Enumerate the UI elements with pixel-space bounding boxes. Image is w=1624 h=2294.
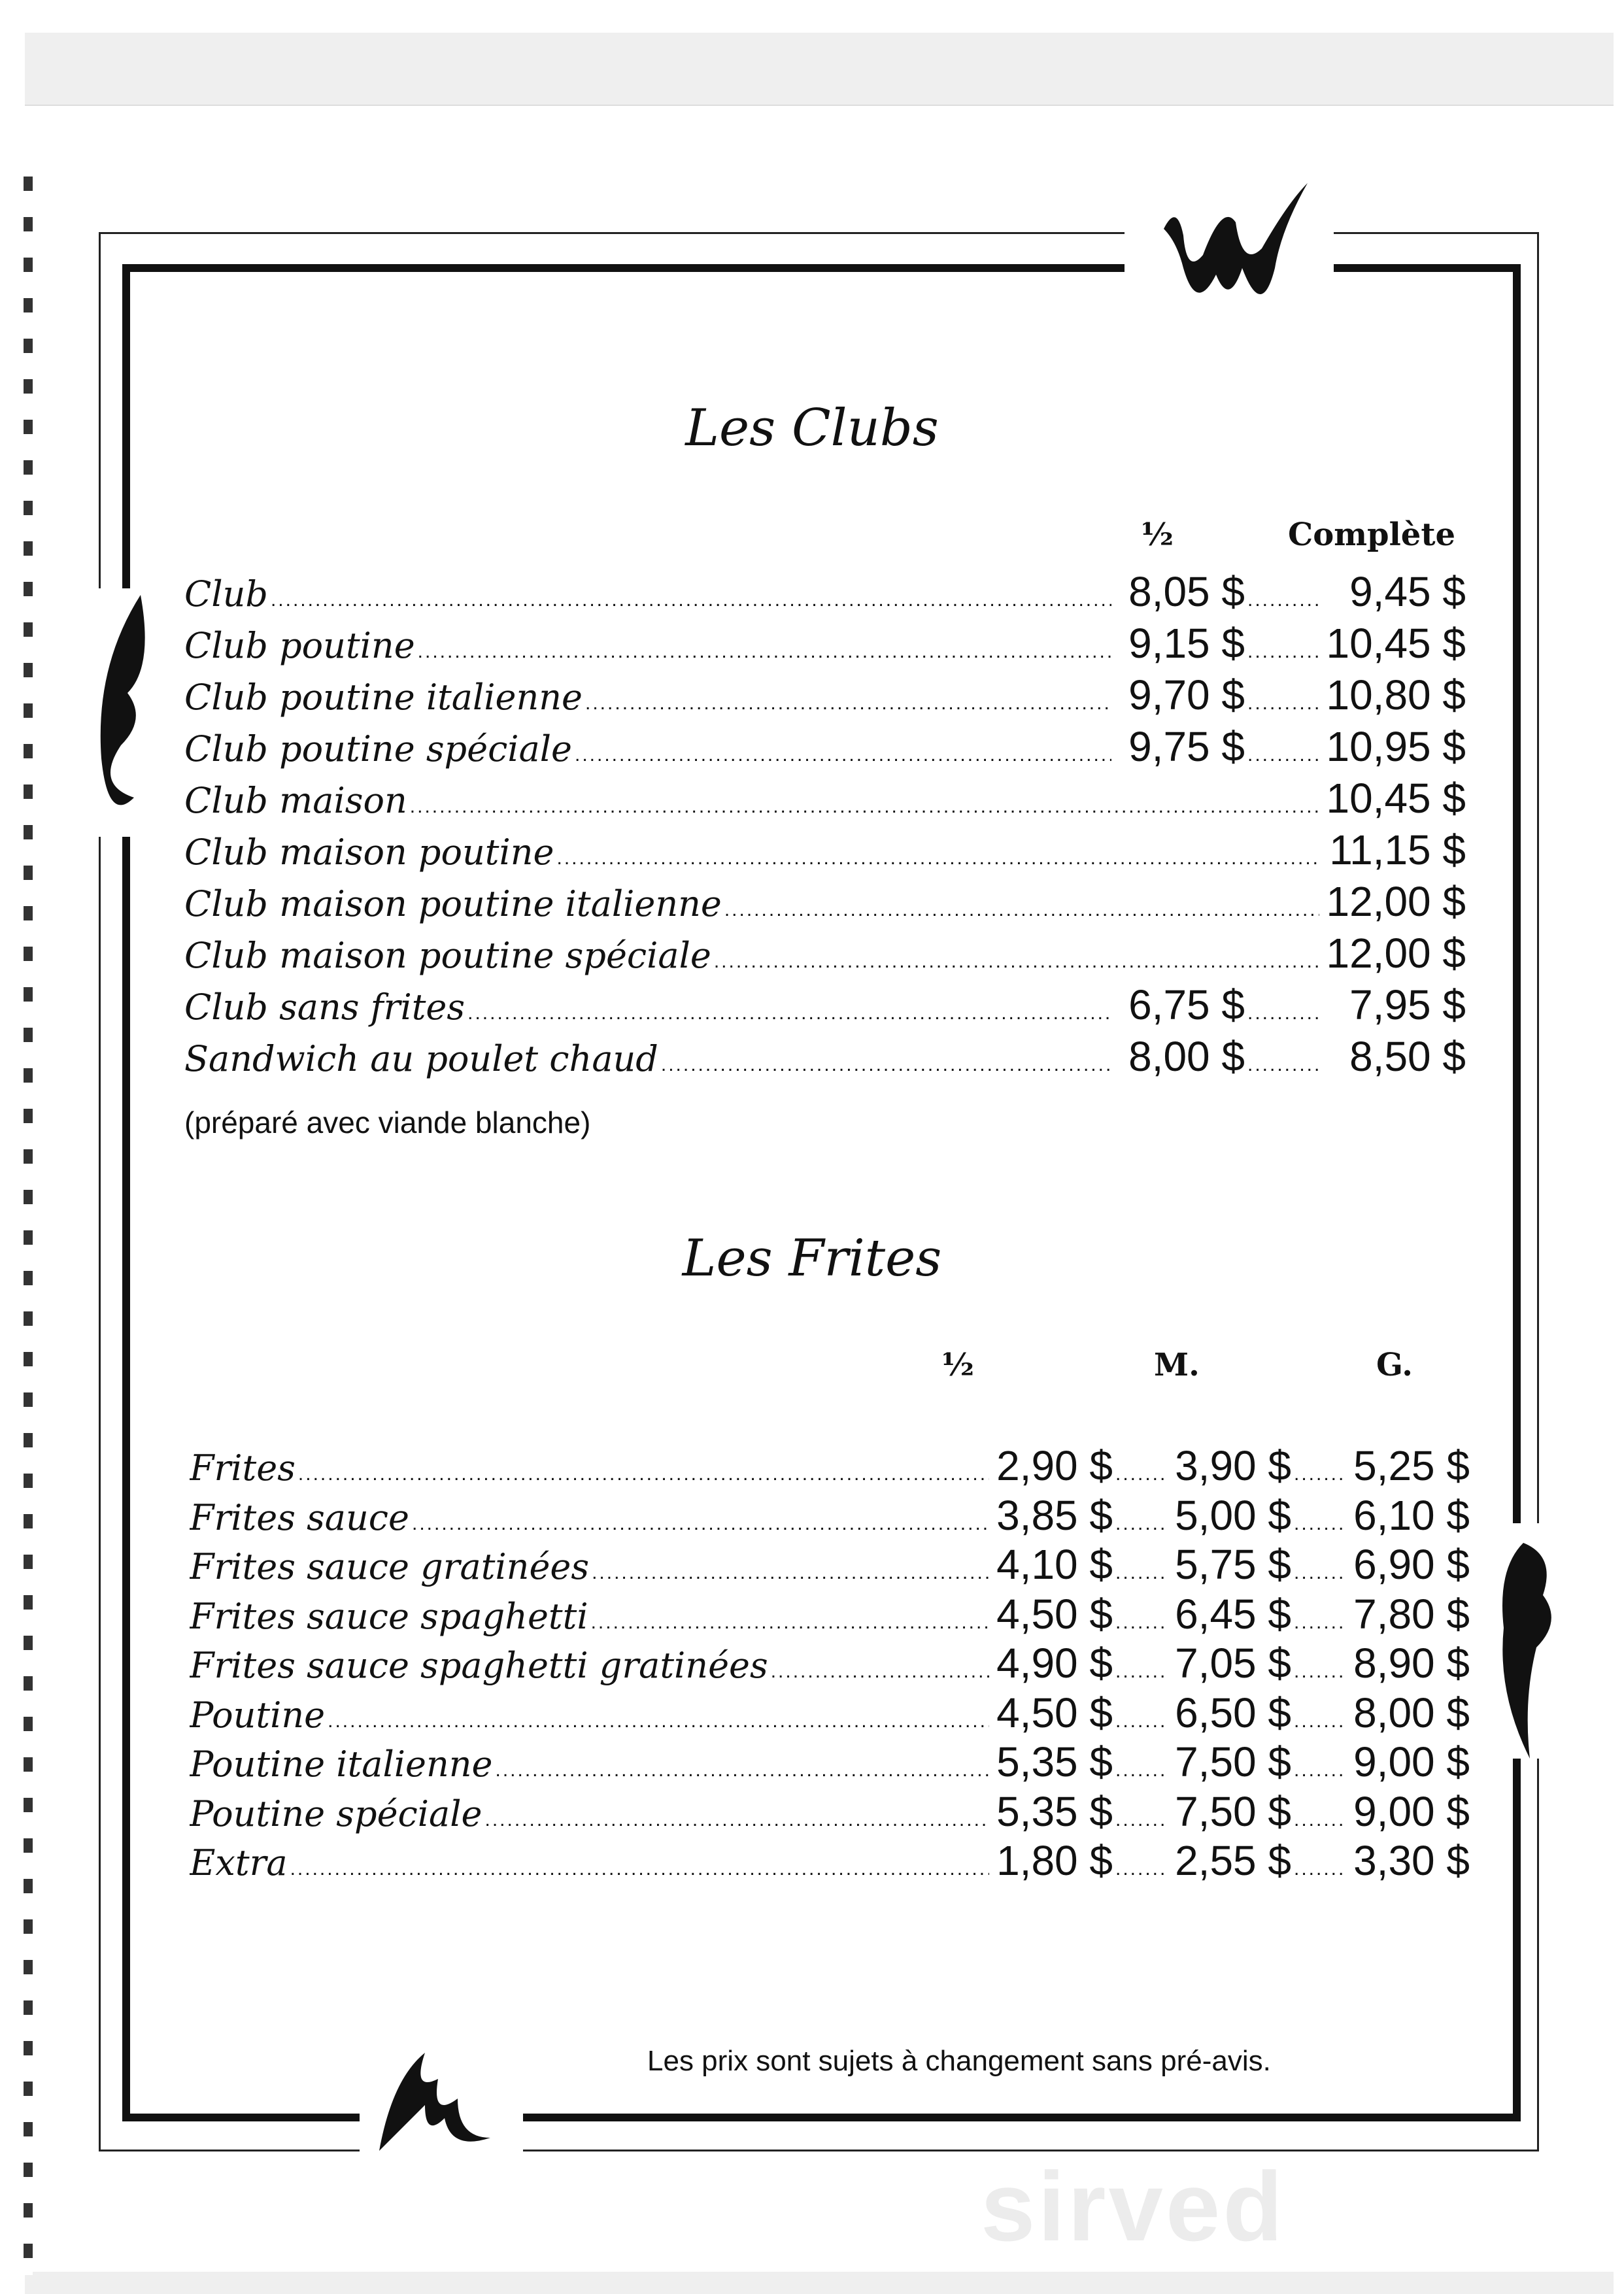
dot-leader [1294, 1491, 1346, 1540]
price-large: 9,00 $ [1353, 1787, 1470, 1835]
price-half: 2,90 $ [996, 1442, 1113, 1489]
menu-item-row [184, 722, 1466, 774]
price-medium: 7,05 $ [1175, 1640, 1291, 1687]
dot-leader [1294, 1442, 1346, 1490]
binding-holes [24, 150, 33, 2275]
price-half: 1,80 $ [996, 1837, 1113, 1884]
dot-leader [1294, 1787, 1346, 1836]
dot-leader [1115, 1836, 1168, 1885]
dot-leader [1294, 1590, 1346, 1638]
price-large: 7,80 $ [1353, 1590, 1470, 1638]
scan-bottom-edge [25, 2272, 1614, 2294]
dot-leader [412, 1491, 989, 1540]
price-complete: 7,95 $ [1349, 981, 1466, 1028]
price-complete: 12,00 $ [1326, 930, 1466, 977]
price-half: 8,05 $ [1128, 568, 1245, 615]
dot-leader [1247, 1032, 1319, 1081]
dot-leader [410, 774, 1319, 822]
price-medium: 6,50 $ [1175, 1689, 1291, 1736]
price-medium: 3,90 $ [1175, 1442, 1291, 1489]
price-medium: 5,00 $ [1175, 1491, 1291, 1539]
price-medium: 6,45 $ [1175, 1590, 1291, 1638]
frites-col-m: M. [1154, 1347, 1200, 1383]
price-large: 6,10 $ [1353, 1491, 1470, 1539]
menu-item-row [190, 1738, 1470, 1787]
dot-leader [557, 826, 1320, 874]
price-half: 9,75 $ [1128, 723, 1245, 770]
clubs-col-complete: Complète [1288, 516, 1456, 553]
dot-leader [1115, 1787, 1168, 1836]
dot-leader [1247, 671, 1319, 719]
menu-item-row [190, 1590, 1470, 1640]
dot-leader [592, 1540, 989, 1589]
price-half: 3,85 $ [996, 1491, 1113, 1539]
menu-item-row [184, 567, 1466, 619]
clubs-section-title: Les Clubs [685, 399, 939, 458]
item-name: Poutine italienne [190, 1744, 493, 1785]
menu-item-row [184, 774, 1466, 826]
dot-leader [1294, 1540, 1346, 1589]
dot-leader [1115, 1639, 1168, 1687]
clubs-note: (préparé avec viande blanche) [184, 1105, 591, 1139]
price-complete: 12,00 $ [1326, 878, 1466, 925]
dot-leader [328, 1689, 989, 1737]
swirl-ornament-bottom [366, 2040, 497, 2157]
price-half: 9,15 $ [1128, 620, 1245, 667]
price-complete: 10,45 $ [1326, 620, 1466, 667]
item-name: Club maison poutine [184, 832, 554, 873]
frites-section-title: Les Frites [682, 1229, 942, 1288]
price-half: 4,10 $ [996, 1541, 1113, 1588]
dot-leader [290, 1836, 989, 1885]
dot-leader [495, 1738, 989, 1786]
dot-leader [1294, 1639, 1346, 1687]
price-complete: 11,15 $ [1329, 826, 1466, 873]
dot-leader [1247, 981, 1319, 1029]
frites-col-g: G. [1376, 1347, 1413, 1383]
dot-leader [1247, 619, 1319, 667]
price-half: 5,35 $ [996, 1787, 1113, 1835]
item-name: Frites sauce gratinées [190, 1546, 590, 1587]
menu-item-row [184, 981, 1466, 1032]
dot-leader [484, 1787, 989, 1836]
item-name: Club [184, 573, 268, 615]
price-complete: 8,50 $ [1349, 1033, 1466, 1080]
item-name: Frites sauce spaghetti gratinées [190, 1645, 768, 1686]
menu-item-row [184, 826, 1466, 877]
price-half: 5,35 $ [996, 1738, 1113, 1785]
clubs-list [184, 567, 1466, 1084]
menu-item-row [190, 1639, 1470, 1689]
item-name: Club maison poutine italienne [184, 883, 722, 924]
dot-leader [298, 1442, 989, 1490]
item-name: Club poutine [184, 625, 415, 666]
menu-item-row [190, 1836, 1470, 1886]
price-medium: 5,75 $ [1175, 1541, 1291, 1588]
price-large: 5,25 $ [1353, 1442, 1470, 1489]
dot-leader [1115, 1442, 1168, 1490]
frites-list [190, 1442, 1470, 1886]
menu-item-row [190, 1491, 1470, 1541]
price-medium: 2,55 $ [1175, 1837, 1291, 1884]
item-name: Club poutine spéciale [184, 728, 572, 769]
price-half: 6,75 $ [1128, 981, 1245, 1028]
item-name: Club poutine italienne [184, 677, 583, 718]
dot-leader [271, 567, 1111, 616]
price-half: 8,00 $ [1128, 1033, 1245, 1080]
clubs-col-half: ½ [1141, 516, 1174, 553]
item-name: Poutine spéciale [190, 1793, 482, 1834]
price-complete: 10,45 $ [1326, 775, 1466, 822]
price-large: 8,00 $ [1353, 1689, 1470, 1736]
sirved-watermark: sirved [981, 2151, 1285, 2261]
dot-leader [418, 619, 1111, 667]
item-name: Frites sauce spaghetti [190, 1595, 588, 1637]
item-name: Poutine [190, 1694, 326, 1736]
scan-top-edge [25, 33, 1614, 106]
dot-leader [1294, 1689, 1346, 1737]
price-half: 4,90 $ [996, 1640, 1113, 1687]
item-name: Club maison [184, 780, 407, 821]
menu-item-row [190, 1540, 1470, 1590]
price-medium: 7,50 $ [1175, 1738, 1291, 1785]
dot-leader [1115, 1738, 1168, 1786]
price-complete: 10,80 $ [1326, 671, 1466, 718]
menu-item-row [184, 671, 1466, 722]
swirl-ornament-top [1151, 177, 1321, 333]
dot-leader [1115, 1491, 1168, 1540]
price-large: 8,90 $ [1353, 1640, 1470, 1687]
frites-col-half: ½ [941, 1347, 975, 1383]
swirl-ornament-left [82, 588, 160, 837]
menu-item-row [184, 877, 1466, 929]
dot-leader [1115, 1689, 1168, 1737]
dot-leader [585, 671, 1111, 719]
price-half: 4,50 $ [996, 1689, 1113, 1736]
price-large: 9,00 $ [1353, 1738, 1470, 1785]
menu-item-row [184, 1032, 1466, 1084]
dot-leader [1294, 1738, 1346, 1786]
dot-leader [1247, 567, 1319, 616]
item-name: Club sans frites [184, 987, 465, 1028]
price-disclaimer: Les prix sont sujets à changement sans pré-avis. [647, 2045, 1271, 2077]
menu-item-row [184, 929, 1466, 981]
dot-leader [1294, 1836, 1346, 1885]
price-large: 6,90 $ [1353, 1541, 1470, 1588]
dot-leader [771, 1639, 989, 1687]
menu-item-row [190, 1689, 1470, 1738]
dot-leader [714, 929, 1319, 977]
price-complete: 9,45 $ [1349, 568, 1466, 615]
dot-leader [575, 722, 1111, 771]
dot-leader [1115, 1590, 1168, 1638]
price-large: 3,30 $ [1353, 1837, 1470, 1884]
item-name: Extra [190, 1842, 288, 1883]
swirl-ornament-right [1484, 1530, 1563, 1765]
item-name: Sandwich au poulet chaud [184, 1038, 658, 1079]
item-name: Frites sauce [190, 1496, 409, 1538]
price-half: 4,50 $ [996, 1590, 1113, 1638]
dot-leader [1115, 1540, 1168, 1589]
dot-leader [591, 1590, 989, 1638]
dot-leader [661, 1032, 1111, 1081]
dot-leader [467, 981, 1111, 1029]
item-name: Club maison poutine spéciale [184, 935, 711, 976]
item-name: Frites [190, 1447, 296, 1489]
menu-item-row [184, 619, 1466, 671]
price-half: 9,70 $ [1128, 671, 1245, 718]
price-medium: 7,50 $ [1175, 1787, 1291, 1835]
menu-item-row [190, 1787, 1470, 1837]
dot-leader [724, 877, 1319, 926]
price-complete: 10,95 $ [1326, 723, 1466, 770]
menu-item-row [190, 1442, 1470, 1491]
dot-leader [1247, 722, 1319, 771]
